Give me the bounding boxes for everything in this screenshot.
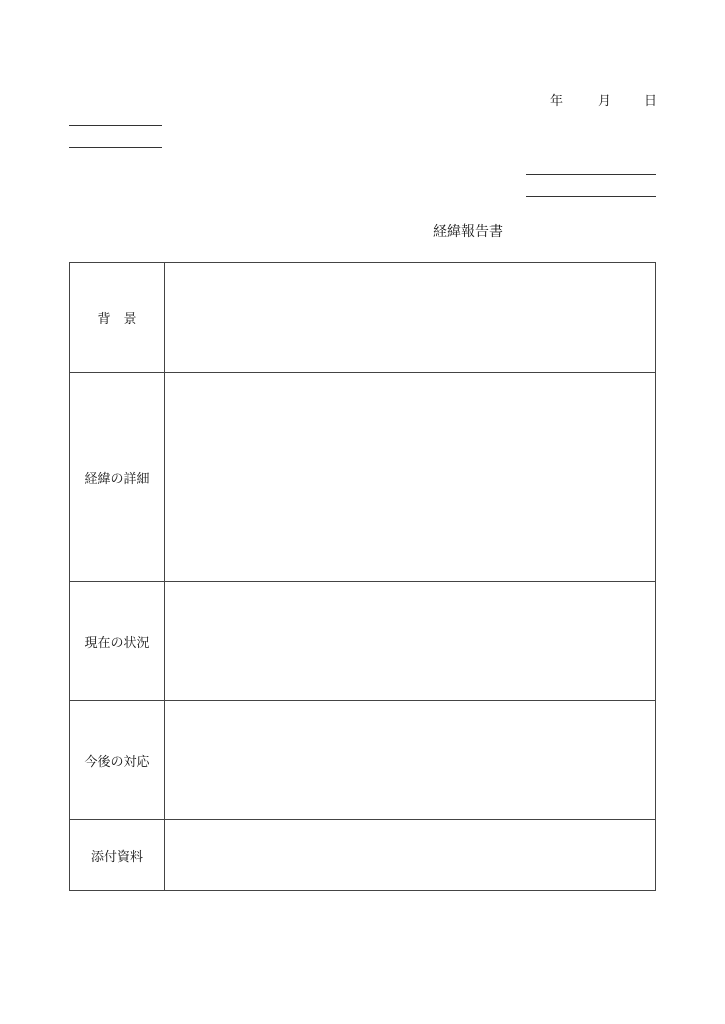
label-background: 背 景 <box>70 263 165 373</box>
date-day-label: 日 <box>644 94 658 109</box>
date-month-label: 月 <box>598 94 612 109</box>
field-attachments[interactable] <box>165 820 656 891</box>
report-table <box>69 262 656 891</box>
date-year-label: 年 <box>550 94 564 109</box>
table-row-attachments <box>70 820 656 891</box>
field-details[interactable] <box>165 373 656 582</box>
field-action[interactable] <box>165 701 656 820</box>
label-attachments: 添付資料 <box>70 820 165 891</box>
field-background[interactable] <box>165 263 656 373</box>
label-details: 経緯の詳細 <box>70 373 165 582</box>
table-row-status <box>70 582 656 701</box>
sender-line-2[interactable] <box>526 196 656 197</box>
recipient-line-2[interactable] <box>69 147 162 148</box>
label-status: 現在の状況 <box>70 582 165 701</box>
table-row-background <box>70 263 656 373</box>
sender-line-1[interactable] <box>526 174 656 175</box>
document-title: 経緯報告書 <box>433 224 503 240</box>
recipient-line-1[interactable] <box>69 125 162 126</box>
table-row-action <box>70 701 656 820</box>
field-status[interactable] <box>165 582 656 701</box>
label-action: 今後の対応 <box>70 701 165 820</box>
date-field <box>540 90 660 108</box>
table-row-details <box>70 373 656 582</box>
